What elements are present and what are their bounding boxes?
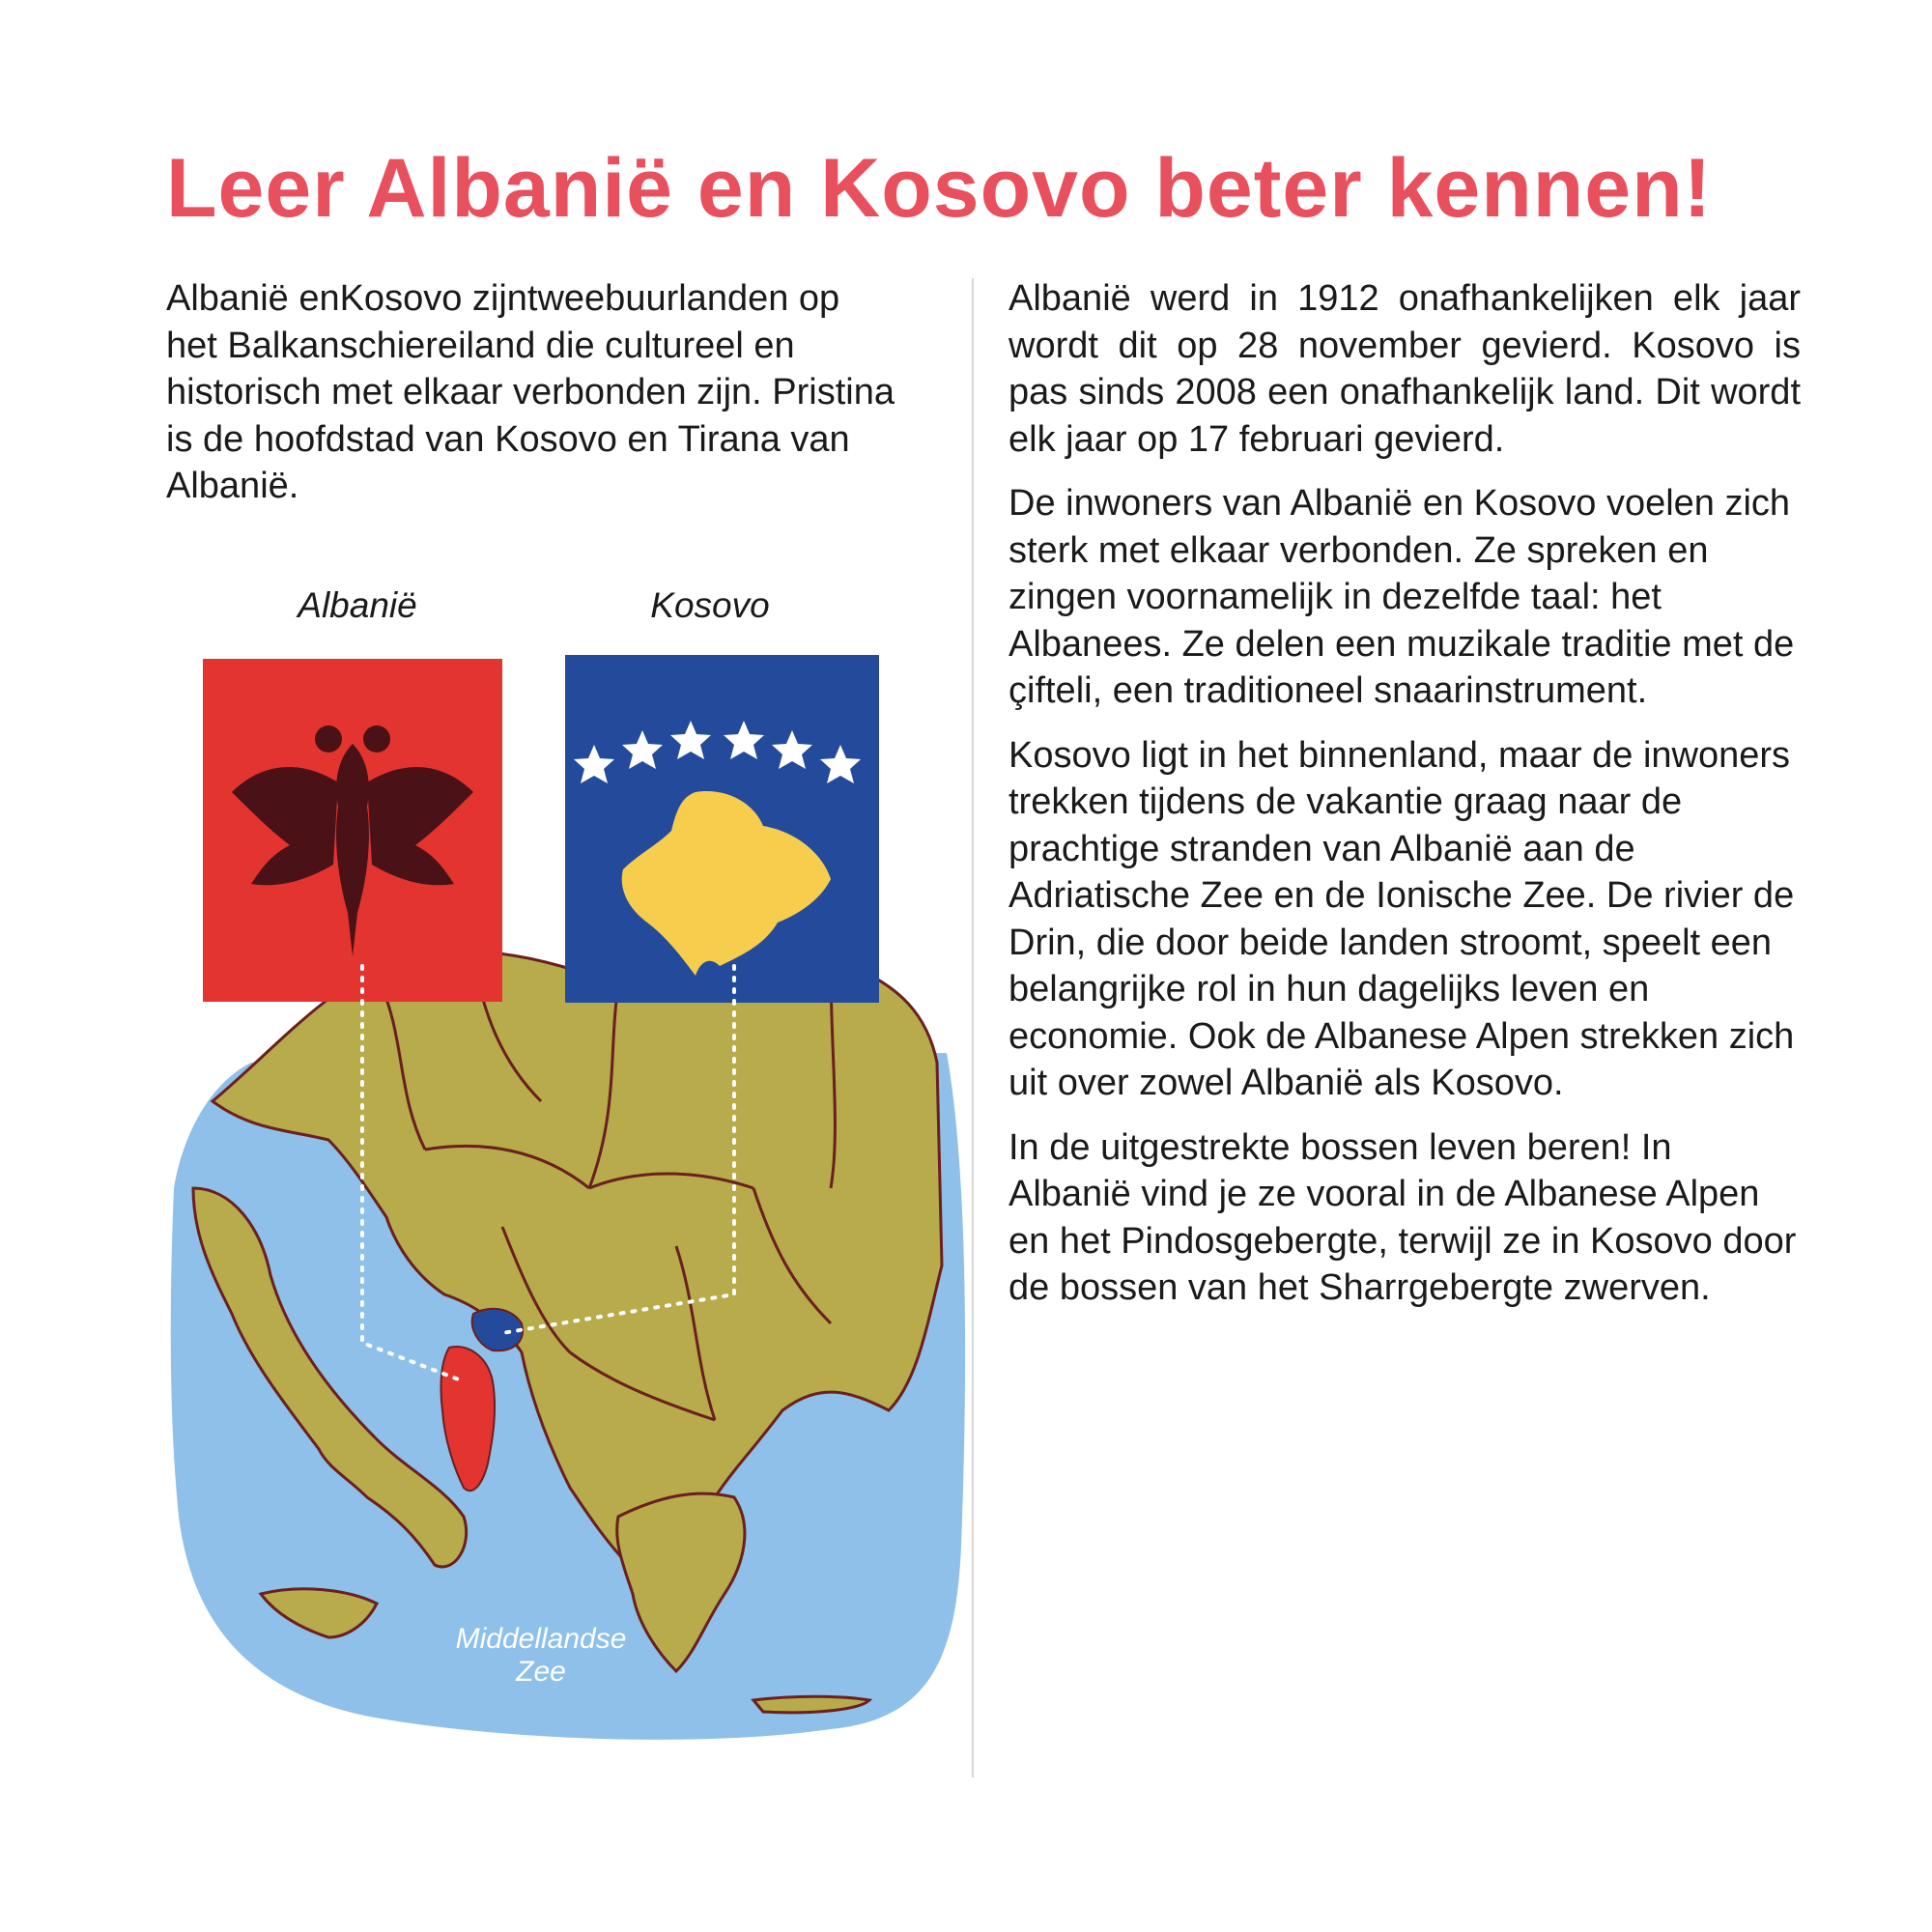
sea-label-line1: Middellandse — [455, 1623, 627, 1655]
albania-flag — [203, 659, 502, 1002]
intro-text: Albanië enKosovo zijntweebuurlanden op het Balkanschiereiland die cultureel en historisch met elkaar verbonden zijn. Pristina is de hoofdstad van Kosovo en Tirana van Albanië. — [166, 278, 895, 506]
kosovo-flag — [565, 655, 879, 1003]
paragraph-independence: Albanië werd in 1912 onafhankelijken elk jaar wordt dit op 28 november gevierd. Kosovo is pas sinds 2008 een onafhankelijk land. Dit wordt elk jaar op 17 februari gevierd. — [1009, 278, 1801, 460]
paragraph-bears: In de uitgestrekte bossen leven beren! In Albanië vind je ze vooral in de Albanese Alpen en het Pindosgebergte, terwijl ze in Kosovo door de bossen van het Sharrgebergte zwerven. — [1009, 1126, 1797, 1308]
page-title: Leer Albanië en Kosovo beter kennen! — [166, 142, 1713, 235]
sea-label-line2: Zee — [516, 1656, 566, 1688]
flag-label-kosovo: Kosovo — [650, 585, 770, 625]
paragraph-language: De inwoners van Albanië en Kosovo voelen zich sterk met elkaar verbonden. Ze spreken en zingen voornamelijk in dezelfde taal: het Albanees. Ze delen een muzikale traditie met de çifteli, een traditioneel snaarinstrument. — [1009, 483, 1795, 711]
paragraph-geography: Kosovo ligt in het binnenland, maar de inwoners trekken tijdens de vakantie graag naar de prachtige stranden van Albanië aan de Adriatische Zee en de Ionische Zee. De rivier de Drin, die door beide landen stroomt, speelt een belangrijke rol in hun dagelijks leven en economie. Ook de Albanese Alpen strekken zich uit over zowel Albanië als Kosovo. — [1009, 734, 1795, 1103]
flag-label-albania: Albanië — [298, 585, 417, 625]
sea-label — [415, 1623, 667, 1689]
right-column — [1009, 275, 1801, 1329]
balkan-map-illustration — [155, 647, 976, 1758]
